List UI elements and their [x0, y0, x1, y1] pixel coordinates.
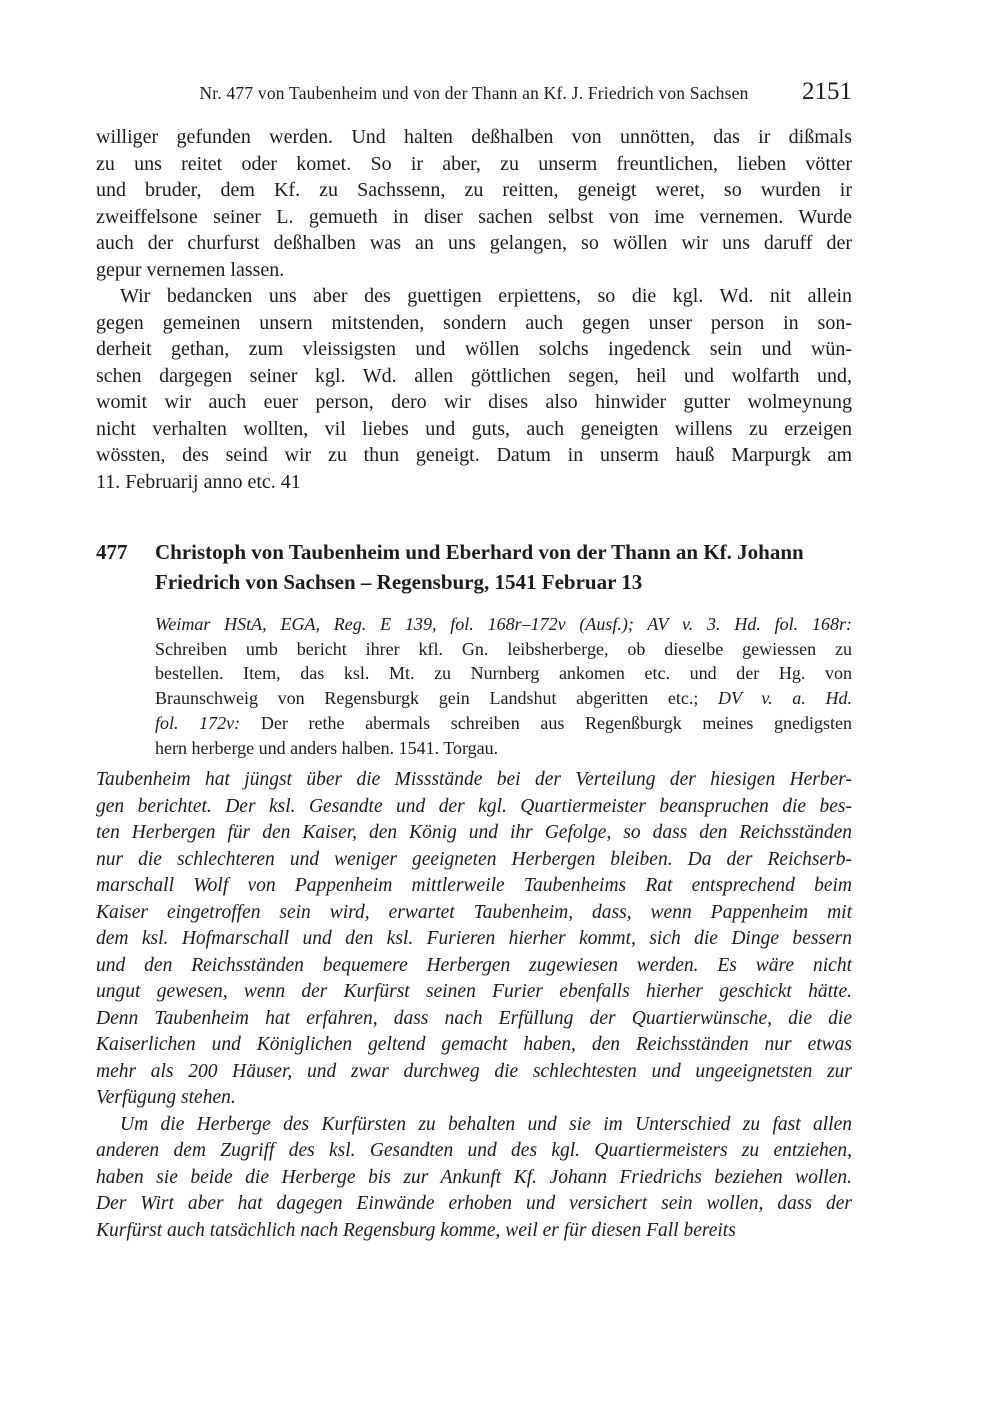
page-header [96, 78, 852, 108]
text-run: Denn Taubenheim hat erfahren, dass nach Erfüllung der Quartierwünsche, die die [96, 1007, 852, 1029]
text-run: derheit gethan, zum vleissigsten und wöllen solchs ingedenck sein und wün- [96, 338, 852, 360]
italic-run: DV v. a. Hd. [718, 688, 853, 709]
text-line [96, 283, 852, 310]
text-run: gen berichtet. Der ksl. Gesandte und der kgl. Quartiermeister beanspruchen die bes- [96, 795, 852, 817]
text-line [96, 204, 852, 231]
text-run: und den Reichsständen bequemere Herbergen zugewiesen werden. Es wäre nicht [96, 954, 852, 976]
text-run: Kurfürst auch tatsächlich nach Regensburg komme, weil er für diesen Fall bereits [96, 1219, 736, 1241]
text-line [96, 1218, 852, 1245]
text-line [155, 637, 852, 662]
text-run: dem ksl. Hofmarschall und den ksl. Furieren hierher kommt, sich die Dinge bessern [96, 928, 852, 949]
text-run: anderen dem Zugriff des ksl. Gesandten und des kgl. Quartiermeisters zu entziehen, [96, 1140, 852, 1161]
text-run: gepur vernemen lassen. [96, 258, 285, 281]
text-line [96, 310, 852, 337]
text-run: ten Herbergen für den Kaiser, den König und ihr Gefolge, so dass den Reichsständen [96, 822, 852, 843]
text-run: womit wir auch euer person, dero wir dises also hinwider gutter wolmeynung [96, 391, 852, 413]
text-line [96, 794, 852, 821]
text-line [155, 568, 852, 598]
source-note [155, 612, 852, 760]
text-line [155, 736, 852, 761]
text-run: und bruder, dem Kf. zu Sachssenn, zu reitten, geneigt weret, so wurden ir [96, 179, 852, 201]
text-run: Friedrich von Sachsen – Regensburg, 1541 Februar 13 [155, 569, 643, 594]
text-run: Verfügung stehen. [96, 1087, 236, 1108]
text-line [96, 177, 852, 204]
text-run: zu uns reitet oder komet. So ir aber, zu unserm freuntlichen, lieben vötter [96, 152, 852, 175]
text-line [96, 1138, 852, 1165]
entry-title [155, 538, 852, 597]
italic-run: fol. 172v: [155, 712, 261, 733]
text-run: Christoph von Taubenheim und Eberhard von der Thann an Kf. Johann [155, 540, 804, 564]
text-run: Braunschweig von Regensburgk gein Landshut abgeritten etc.; [155, 688, 719, 709]
text-run: Der Wirt aber hat dagegen Einwände erhoben und versichert sein wollen, dass der [96, 1193, 852, 1214]
text-line [155, 661, 852, 686]
text-run: williger gefunden werden. Und halten deßhalben von unnötten, das ir dißmals [96, 126, 852, 148]
text-line [96, 1006, 852, 1033]
text-line [96, 1165, 852, 1192]
text-run: bestellen. Item, das ksl. Mt. zu Nurnberg ankomen etc. und der Hg. von [155, 663, 852, 684]
text-run: Der rethe abermals schreiben aus Regenßburgk meines gnedigsten [260, 712, 852, 733]
text-line [96, 1059, 852, 1086]
text-line [96, 151, 852, 178]
text-line [96, 873, 852, 900]
text-line [96, 900, 852, 927]
text-run: marschall Wolf von Pappenheim mittlerweile Taubenheims Rat entsprechend beim [96, 875, 852, 896]
text-run: haben sie beide die Herberge bis zur Ankunft Kf. Johann Friedrichs beziehen wollen. [96, 1166, 852, 1188]
text-line [155, 538, 852, 568]
text-run: mehr als 200 Häuser, und zwar durchweg die schlechtesten und ungeeignetsten zur [96, 1060, 852, 1082]
summary-text [96, 767, 852, 1244]
text-line [96, 363, 852, 390]
text-run: zweiffelsone seiner L. gemueth in diser sachen selbst von ime vernemen. Wurde [96, 205, 852, 228]
text-run: wössten, des seind wir zu thun geneigt. Datum in unserm hauß Marpurgk am [96, 444, 852, 466]
text-line [155, 711, 852, 736]
text-line [96, 1032, 852, 1059]
text-line [96, 257, 852, 284]
text-run: ungut gewesen, wenn der Kurfürst seinen Furier ebenfalls hierher geschickt hätte. [96, 981, 852, 1002]
text-line [96, 469, 852, 496]
text-line [96, 767, 852, 794]
text-line [96, 336, 852, 363]
text-run: Um die Herberge des Kurfürsten zu behalten und sie im Unterschied zu fast allen [120, 1113, 852, 1135]
entry-heading [96, 538, 852, 597]
text-line [96, 979, 852, 1006]
text-run: nur die schlechteren und weniger geeigneten Herbergen bleiben. Da der Reichserb- [96, 848, 852, 870]
text-run: 11. Februarij anno etc. 41 [96, 470, 301, 493]
text-line [96, 953, 852, 980]
text-line [96, 389, 852, 416]
text-run: Wir bedancken uns aber des guettigen erpiettens, so die kgl. Wd. nit allein [120, 285, 852, 307]
text-run: hern herberge und anders halben. 1541. Torgau. [155, 737, 499, 758]
text-line [155, 686, 852, 711]
text-run: auch der churfurst deßhalben was an uns gelangen, so wöllen wir uns daruff der [96, 232, 852, 254]
text-run: Schreiben umb bericht ihrer kfl. Gn. leibsherberge, ob dieselbe gewiessen zu [155, 638, 852, 659]
italic-run: Weimar HStA, EGA, Reg. E 139, fol. 168r–172v (Ausf.); AV v. 3. Hd. fol. 168r: [155, 614, 852, 634]
text-run: schen dargegen seiner kgl. Wd. allen göttlichen segen, heil und wolfarth und, [96, 364, 852, 387]
running-head: Nr. 477 von Taubenheim und von der Thann an Kf. J. Friedrich von Sachsen [199, 83, 749, 103]
text-line [96, 416, 852, 443]
page-number: 2151 [802, 78, 852, 105]
text-line [96, 442, 852, 469]
text-line [96, 820, 852, 847]
text-run: gegen gemeinen unsern mitstenden, sondern auch gegen unser person in son- [96, 311, 852, 334]
text-run: Kaiser eingetroffen sein wird, erwartet Taubenheim, dass, wenn Pappenheim mit [96, 901, 852, 923]
text-run: Kaiserlichen und Königlichen geltend gemacht haben, den Reichsständen nur etwas [96, 1034, 852, 1055]
text-line [96, 1112, 852, 1139]
text-run: Taubenheim hat jüngst über die Missstände bei der Verteilung der hiesigen Herber- [96, 769, 852, 790]
text-line [96, 847, 852, 874]
letter-text [96, 124, 852, 495]
text-line [96, 124, 852, 151]
text-line [96, 926, 852, 953]
text-line [96, 1191, 852, 1218]
text-line [155, 612, 852, 637]
text-run: nicht verhalten wollten, vil liebes und guts, auch geneigten willens zu erzeigen [96, 417, 852, 440]
text-line [96, 230, 852, 257]
text-line [96, 1085, 852, 1112]
entry-number: 477 [96, 540, 128, 564]
